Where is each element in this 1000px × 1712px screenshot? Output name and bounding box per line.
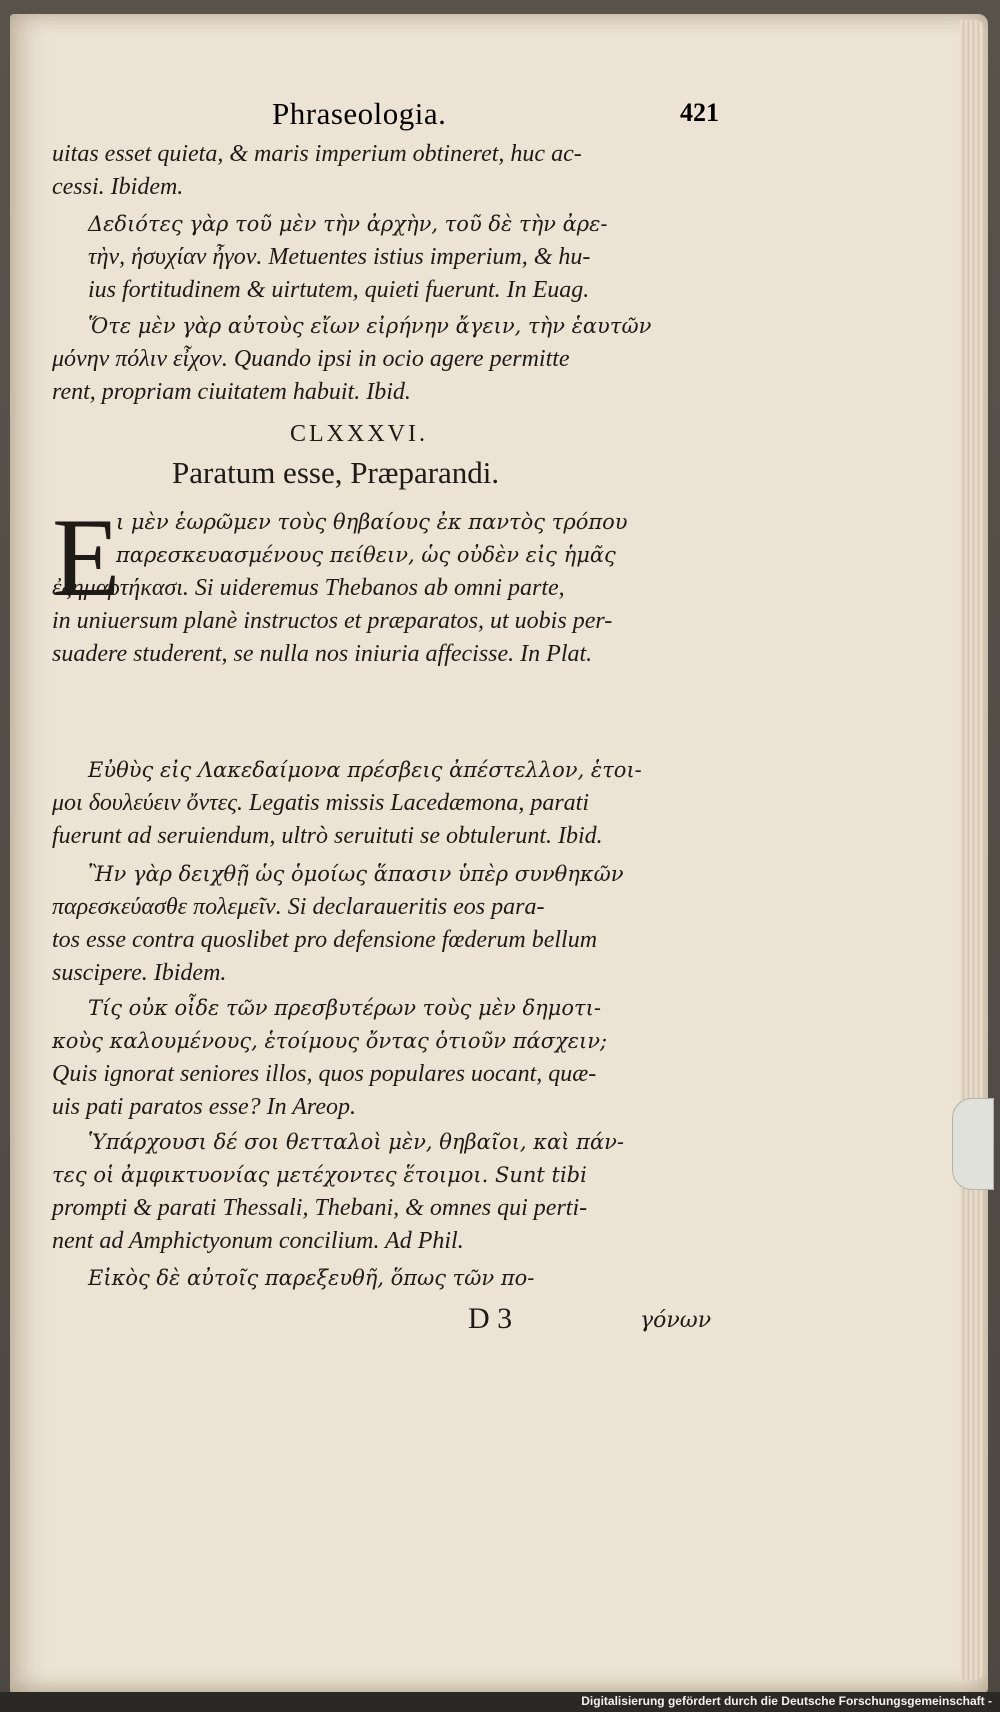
text-line: fuerunt ad seruiendum, ultrò seruituti se obtulerunt. Ibid. bbox=[52, 823, 603, 849]
running-head bbox=[52, 96, 719, 136]
footer-credit: Digitalisierung gefördert durch die Deutsche Forschungsgemeinschaft - bbox=[581, 1694, 992, 1708]
text-line: παρεσκευασμένους πείθειν, ὡς οὐδὲν εἰς ἡμᾶς bbox=[116, 543, 616, 567]
paragraph-quotation bbox=[52, 858, 707, 990]
text-line: Εἰκὸς δὲ αὐτοῖς παρεξευθῆ, ὅπως τῶν πο- bbox=[88, 1266, 535, 1290]
paragraph-with-drop-cap bbox=[52, 496, 707, 676]
section-number: CLXXXVI. bbox=[290, 421, 428, 447]
text-line: suadere studerent, se nulla nos iniuria affecisse. In Plat. bbox=[52, 641, 593, 667]
text-line: παρεσκεύασθε πολεμεῖν. Si declaraueritis eos para- bbox=[52, 894, 545, 920]
text-line: uitas esset quieta, & maris imperium obtineret, huc ac- bbox=[52, 141, 582, 167]
bookmark-tab bbox=[952, 1098, 994, 1190]
text-line: ius fortitudinem & uirtutem, quieti fuerunt. In Euag. bbox=[88, 277, 590, 303]
text-line: Δεδιότες γὰρ τοῦ μὲν τὴν ἀρχὴν, τοῦ δὲ τὴν ἀρε- bbox=[88, 212, 608, 236]
paragraph-continuation bbox=[52, 138, 707, 204]
text-line: μόνην πόλιν εἶχον. Quando ipsi in ocio agere permitte bbox=[52, 346, 570, 372]
text-line: κοὺς καλουμένους, ἑτοίμους ὄντας ὁτιοῦν πάσχειν; bbox=[52, 1029, 608, 1053]
text-line: Εὐθὺς εἰς Λακεδαίμονα πρέσβεις ἀπέστελλον, ἑτοι- bbox=[88, 758, 642, 782]
page-fore-edge bbox=[960, 20, 984, 1680]
text-line: suscipere. Ibidem. bbox=[52, 960, 227, 986]
text-line: rent, propriam ciuitatem habuit. Ibid. bbox=[52, 379, 411, 405]
text-line: uis pati paratos esse? In Areop. bbox=[52, 1094, 356, 1120]
text-line: tos esse contra quoslibet pro defensione fœderum bellum bbox=[52, 927, 598, 953]
paragraph-quotation bbox=[52, 1126, 707, 1258]
text-line: Ὑπάρχουσι δέ σοι θετταλοὶ μὲν, θηβαῖοι, καὶ πάν- bbox=[88, 1130, 624, 1154]
text-line: τες οἱ ἀμφικτυονίας μετέχοντες ἕτοιμοι. Sunt tibi bbox=[52, 1163, 587, 1187]
text-line: Ἢν γὰρ δειχθῇ ὡς ὁμοίως ἅπασιν ὑπὲρ συνθηκῶν bbox=[88, 862, 624, 886]
drop-cap-initial: E bbox=[52, 496, 121, 620]
running-title: Phraseologia. bbox=[272, 96, 447, 131]
paragraph-quotation bbox=[52, 992, 707, 1124]
text-line: Τίς οὐκ οἶδε τῶν πρεσβυτέρων τοὺς μὲν δημοτι- bbox=[88, 996, 601, 1020]
text-line: Quis ignorat seniores illos, quos populares uocant, quæ- bbox=[52, 1061, 597, 1087]
text-line: Ὅτε μὲν γὰρ αὐτοὺς εἴων εἰρήνην ἄγειν, τὴν ἑαυτῶν bbox=[88, 314, 652, 338]
signature-mark: D 3 bbox=[468, 1302, 513, 1335]
text-line: μοι δουλεύειν ὄντες. Legatis missis Lacedæmona, parati bbox=[52, 790, 589, 816]
paragraph-quotation bbox=[52, 1262, 707, 1295]
text-line: ι μὲν ἑωρῶμεν τοὺς θηβαίους ἐκ παντὸς τρόπου bbox=[116, 510, 628, 534]
paragraph-quotation bbox=[52, 754, 707, 853]
section-title: Paratum esse, Præparandi. bbox=[172, 455, 500, 490]
text-line: in uniuersum planè instructos et præparatos, ut uobis per- bbox=[52, 608, 613, 634]
text-line: ἐξημαρτήκασι. Si uideremus Thebanos ab omni parte, bbox=[52, 575, 565, 601]
paragraph-quotation bbox=[52, 310, 707, 409]
catchword: γόνων bbox=[640, 1308, 712, 1333]
paragraph-quotation bbox=[52, 208, 707, 307]
page-number: 421 bbox=[680, 98, 719, 127]
text-line: cessi. Ibidem. bbox=[52, 174, 184, 200]
text-line: nent ad Amphictyonum concilium. Ad Phil. bbox=[52, 1228, 464, 1254]
text-line: prompti & parati Thessali, Thebani, & omnes qui perti- bbox=[52, 1195, 588, 1221]
text-line: τὴν, ἡσυχίαν ἦγον. Metuentes istius imperium, & hu- bbox=[88, 244, 591, 270]
